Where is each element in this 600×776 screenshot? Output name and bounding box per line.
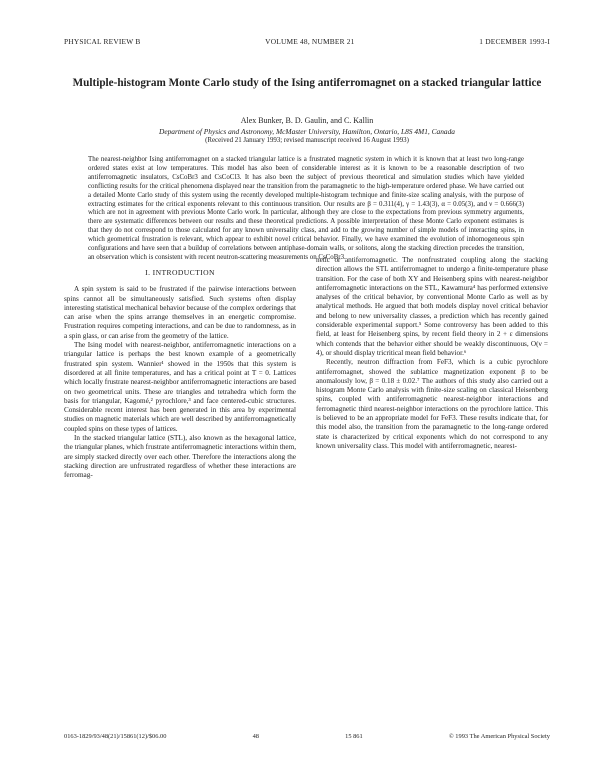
paragraph: The Ising model with nearest-neighbor, antiferromagnetic interactions on a triangular lattice is perhaps the best known example of a geometrically frustrated spin system. Wannier¹ showed in the 1950s that this system is disordered at all finite temperatures, and has a critical point at T = 0. Lattices which locally frustrate nearest-neighbor antiferromagnetic interactions are based on two geometrical units. These are triangles and tetrahedra which form the basis for triangular, Kagomé,² pyrochlore,³ and face centered-cubic structures. Considerable recent interest has been generated in this area by experimental studies on magnetic materials which are well described by antiferromagnetically coupled spins on these types of lattices. [64, 341, 296, 433]
paragraph: netic or antiferromagnetic. The nonfrustrated coupling along the stacking direction allows the STL antiferromagnet to undergo a finite-temperature phase transition. For the case of both XY and Heisenberg spins with nearest-neighbor antiferromagnetic interactions on the STL, Kawamura⁴ has performed extensive analyses of the critical behavior, by conventional Monte Carlo as well as by analytical methods. He argued that both models display novel critical behavior and belong to new universality classes, a prediction which has recently gained considerable experimental support.⁵ Some controversy has been added to this field, at least for Heisenberg spins, by recent field theory in 2 + ε dimensions which contends that the behavior either should be weakly discontinuous, O(ν = 4), or should display tricritical mean field behavior.⁶ [316, 256, 548, 357]
footer-volume: 48 [252, 733, 259, 740]
running-head [64, 37, 550, 46]
journal-name: PHYSICAL REVIEW B [64, 37, 141, 46]
paragraph: A spin system is said to be frustrated if the pairwise interactions between spins cannot all be simultaneously satisfied. Such systems often display interesting statistical mechanical behavior because of the complex orderings that can arise when the spins arrange themselves in an energetic compromise. Frustration requires competing interactions, and can be due to randomness, as in a spin glass, or can arise from the geometry of the lattice. [64, 285, 296, 340]
volume-number: VOLUME 48, NUMBER 21 [265, 37, 355, 46]
issue-date: 1 DECEMBER 1993-I [479, 37, 550, 46]
abstract: The nearest-neighbor Ising antiferromagnet on a stacked triangular lattice is a frustrated magnetic system in which it is known that at least two long-range ordered states exist at low temperatures. This model has also been of considerable interest as it is known to be a reasonable description of two antiferromagnetic insulators, CsCoBr3 and CsCoCl3. It has also been the subject of previous theoretical and simulation studies which have yielded conflicting results for the critical phenomena displayed near the transition from the paramagnetic to the high-temperature ordered phase. We have carried out a detailed Monte Carlo study of this system using the recently developed multiple-histogram technique and finite-size scaling analysis, with the purpose of extracting estimates for the critical exponents relevant to this continuous transition. Our results are β = 0.311(4), γ = 1.43(3), α = 0.05(3), and ν = 0.666(3) which are not in agreement with previous Monte Carlo work. In particular, although they are close to the expectations from previous symmetry arguments, there are systematic differences between our results and these theoretical predictions. A possible interpretation of these Monte Carlo exponent estimates is that they do not correspond to those calculated for any known universality class, and add to the growing number of simple models of interacting spins, in which geometrical frustration is relevant, which appear to exhibit novel critical behavior. Finally, we have examined the evolution of inhomogeneous spin configurations and have seen that a buildup of correlations between antiphase-domain walls, or solitons, along the stacking direction precedes the transition, an observation which is consistent with recent neutron-scattering measurements on CsCoBr3. [88, 156, 524, 261]
author-list: Alex Bunker, B. D. Gaulin, and C. Kallin [240, 116, 374, 125]
copyright: © 1993 The American Physical Society [448, 733, 550, 740]
page-number: 15 861 [345, 733, 363, 740]
section-heading: I. INTRODUCTION [145, 268, 215, 277]
article-title: Multiple-histogram Monte Carlo study of the Ising antiferromagnet on a stacked triangular lattice [72, 77, 542, 89]
publication-code: 0163-1829/93/48(21)/15861(12)/$06.00 [64, 733, 167, 740]
left-column [64, 256, 296, 481]
affiliation: Department of Physics and Astronomy, McMaster University, Hamilton, Ontario, L8S 4M1, Canada [158, 127, 456, 136]
right-column [316, 256, 548, 451]
received-dates: (Received 21 January 1993; revised manuscript received 16 August 1993) [205, 137, 409, 144]
paragraph: Recently, neutron diffraction from FeF3, which is a cubic pyrochlore antiferromagnet, showed the sublattice magnetization exponent β to be anomalously low, β = 0.18 ± 0.02.⁷ The authors of this study also carried out a histogram Monte Carlo analysis with finite-size scaling on classical Heisenberg spins, coupled with antiferromagnetic nearest-neighbor interactions and ferromagnetic third nearest-neighbor interactions on the pyrochlore lattice. This is believed to be an appropriate model for FeF3. These results indicate that, for this model also, the transition from the paramagnetic to the long-range ordered state is characterized by critical exponents which do not correspond to any known universality class. This model with antiferromagnetic, nearest- [316, 358, 548, 450]
paragraph: In the stacked triangular lattice (STL), also known as the hexagonal lattice, the triangular planes, which frustrate antiferromagnetic interactions within them, are simply stacked directly over each other. Therefore the interactions along the stacking direction are unfrustrated regardless of whether these interactions are ferromag- [64, 434, 296, 480]
page-footer [64, 733, 550, 740]
